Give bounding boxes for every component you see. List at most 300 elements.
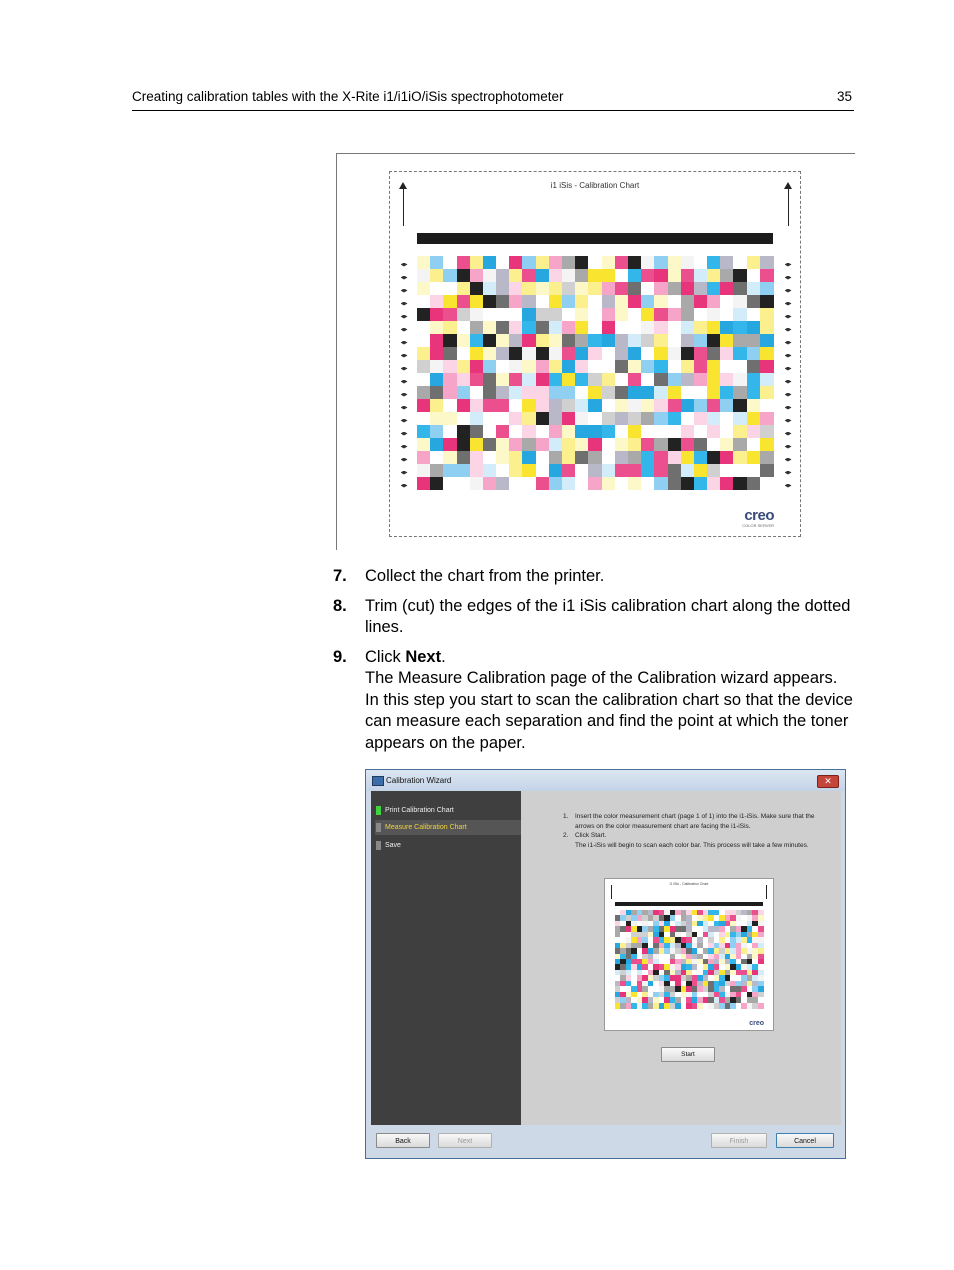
next-reference: Next [405,647,442,666]
color-patch [654,256,668,269]
color-patch [588,477,602,490]
alignment-mark-icon [399,258,409,271]
color-patch [430,438,444,451]
color-patch [496,282,510,295]
alignment-mark-icon [399,427,409,440]
color-patch [417,256,431,269]
color-patch [628,464,642,477]
color-patch [641,334,655,347]
instruction-text: Click Start. [575,832,607,839]
color-patch [509,451,523,464]
color-patch [760,477,774,490]
color-patch [509,295,523,308]
color-patch [549,321,563,334]
step-text-pre: Click [365,647,406,666]
color-patch [483,373,497,386]
color-patch [536,321,550,334]
color-patch [483,386,497,399]
color-patch [602,451,616,464]
color-patch [522,295,536,308]
color-patch [733,451,747,464]
start-button[interactable]: Start [661,1047,715,1062]
color-patch [575,334,589,347]
color-patch [694,386,708,399]
color-patch [694,256,708,269]
alignment-mark-icon [399,401,409,414]
color-patch [417,399,431,412]
color-patch [720,269,734,282]
color-patch [549,425,563,438]
color-patch [549,386,563,399]
color-patch [733,412,747,425]
color-patch [522,360,536,373]
color-patch [628,295,642,308]
color-patch [575,256,589,269]
color-patch [417,308,431,321]
color-patch [470,269,484,282]
color-patch [417,412,431,425]
color-patch [470,321,484,334]
color-patch [457,269,471,282]
color-patch [747,256,761,269]
color-patch [549,295,563,308]
color-patch [588,282,602,295]
color-patch [615,477,629,490]
color-patch [733,347,747,360]
color-patch [641,360,655,373]
color-patch [562,256,576,269]
color-patch [575,373,589,386]
color-patch [443,386,457,399]
color-patch [443,308,457,321]
color-patch [430,334,444,347]
color-patch [509,308,523,321]
color-patch [549,373,563,386]
color-patch [443,360,457,373]
color-patch [457,477,471,490]
color-patch [430,347,444,360]
color-patch [760,347,774,360]
color-patch [681,373,695,386]
color-patch [733,269,747,282]
color-patch [588,386,602,399]
alignment-mark-icon [399,323,409,336]
color-patch [575,451,589,464]
color-patch [733,477,747,490]
back-button[interactable]: Back [376,1133,430,1148]
calibration-wizard-window [365,769,846,1159]
color-patch [694,425,708,438]
color-patch [470,295,484,308]
color-patch [496,269,510,282]
color-patch [417,451,431,464]
color-patch [575,386,589,399]
color-patch [760,412,774,425]
color-patch [733,464,747,477]
alignment-mark-icon [399,271,409,284]
color-patch [628,412,642,425]
color-patch [654,438,668,451]
color-patch [615,373,629,386]
color-patch [602,295,616,308]
color-patch [496,451,510,464]
color-patch [720,334,734,347]
color-patch [588,347,602,360]
preview-logo: creo [749,1020,764,1027]
color-patch [457,425,471,438]
color-patch [443,347,457,360]
color-patch [681,295,695,308]
color-patch [654,347,668,360]
color-patch [483,282,497,295]
color-patch [733,386,747,399]
color-patch [470,373,484,386]
color-patch [522,256,536,269]
color-patch [654,386,668,399]
color-patch [522,386,536,399]
color-patch [509,438,523,451]
color-patch [654,334,668,347]
color-patch [536,425,550,438]
color-patch [536,386,550,399]
color-patch [549,451,563,464]
color-patch [720,477,734,490]
color-patch [417,295,431,308]
color-patch [707,438,721,451]
wizard-titlebar [366,770,845,791]
color-patch [747,412,761,425]
color-patch [522,373,536,386]
color-patch [509,399,523,412]
color-patch [602,386,616,399]
color-patch [733,295,747,308]
color-patch [615,360,629,373]
color-patch [720,308,734,321]
color-patch [536,373,550,386]
color-patch [457,399,471,412]
color-patch [641,256,655,269]
wizard-content [521,791,841,1125]
color-patch [654,412,668,425]
color-patch [720,399,734,412]
color-patch [758,1003,764,1009]
color-patch [747,269,761,282]
color-patch [562,347,576,360]
color-patch [562,438,576,451]
color-patch [707,360,721,373]
color-patch [615,256,629,269]
color-patch [641,425,655,438]
color-patch [430,373,444,386]
color-patch [562,412,576,425]
color-patch [496,412,510,425]
color-patch [549,464,563,477]
color-patch [641,477,655,490]
wizard-step-save[interactable] [375,838,521,853]
color-patch [417,269,431,282]
color-patch [681,334,695,347]
color-patch [760,282,774,295]
color-patch [483,334,497,347]
color-patch [760,464,774,477]
color-patch [562,308,576,321]
color-patch [694,360,708,373]
color-patch [588,464,602,477]
color-patch [615,399,629,412]
color-patch [575,477,589,490]
color-patch [760,451,774,464]
color-patch [615,282,629,295]
cancel-button[interactable]: Cancel [776,1133,834,1148]
color-patch [760,386,774,399]
color-patch [549,282,563,295]
color-patch [470,386,484,399]
color-patch [588,425,602,438]
alignment-mark-icon [399,479,409,492]
color-patch [536,282,550,295]
step-9 [333,647,853,755]
logo-subtitle: COLOR SERVER [742,523,774,528]
color-patch [707,334,721,347]
color-patch [417,347,431,360]
color-patch [628,334,642,347]
color-patch [549,360,563,373]
color-patch [707,451,721,464]
color-patch [588,399,602,412]
color-patch [457,282,471,295]
alignment-mark-icon [783,479,793,492]
color-patch [483,425,497,438]
color-patch [522,464,536,477]
color-patch [575,308,589,321]
color-patch [549,269,563,282]
color-patch [615,451,629,464]
color-patch [628,477,642,490]
color-patch [588,256,602,269]
next-button[interactable]: Next [438,1133,492,1148]
color-patch [628,321,642,334]
color-patch [536,256,550,269]
wizard-step-measure[interactable] [375,820,521,835]
color-patch [654,269,668,282]
color-patch [681,347,695,360]
color-patch [694,321,708,334]
alignment-mark-icon [783,440,793,453]
color-patch [628,386,642,399]
color-patch [694,477,708,490]
color-patch [733,334,747,347]
color-patch [430,425,444,438]
color-patch [668,282,682,295]
color-patch [483,477,497,490]
color-patch [668,438,682,451]
color-patch [562,399,576,412]
color-patch [549,347,563,360]
color-patch [562,373,576,386]
color-patch [443,282,457,295]
color-patch [575,464,589,477]
color-patch [641,308,655,321]
color-patch [457,334,471,347]
color-patch [641,282,655,295]
color-patch [628,347,642,360]
color-patch [681,256,695,269]
color-patch [562,386,576,399]
color-patch [562,425,576,438]
color-patch [522,425,536,438]
alignment-mark-icon [783,297,793,310]
alignment-mark-icon [783,466,793,479]
alignment-mark-icon [783,401,793,414]
color-patch [707,256,721,269]
color-patch [681,438,695,451]
color-patch [483,308,497,321]
color-patch [681,425,695,438]
color-patch [509,282,523,295]
color-patch [509,373,523,386]
color-patch [496,334,510,347]
color-patch [536,269,550,282]
color-patch [654,399,668,412]
color-patch [720,425,734,438]
color-patch [549,438,563,451]
color-patch [720,347,734,360]
color-patch [509,477,523,490]
color-patch [562,477,576,490]
color-patch [549,412,563,425]
color-patch [575,399,589,412]
color-patch [602,256,616,269]
header-title: Creating calibration tables with the X-Rite i1/i1iO/iSis spectrophotometer [132,89,564,104]
color-patch [760,269,774,282]
color-patch [615,438,629,451]
instruction-1 [563,812,827,831]
color-patch [430,269,444,282]
color-patch [536,334,550,347]
color-patch [747,477,761,490]
color-patch [707,386,721,399]
color-patch [720,321,734,334]
color-patch [575,295,589,308]
color-patch [654,308,668,321]
color-patch [654,477,668,490]
color-patch [707,269,721,282]
color-patch [602,425,616,438]
color-patch [615,412,629,425]
color-patch [417,282,431,295]
color-patch [641,412,655,425]
color-patch [562,295,576,308]
color-patch [760,295,774,308]
step-text: Trim (cut) the edges of the i1 iSis calibration chart along the dotted lines. [365,596,851,636]
close-icon[interactable]: ✕ [817,775,839,788]
color-patch [536,464,550,477]
color-patch [694,269,708,282]
color-patch [549,308,563,321]
color-patch [443,477,457,490]
color-patch [747,321,761,334]
color-patch [615,334,629,347]
color-patch [760,425,774,438]
color-patch [641,438,655,451]
color-patch [615,321,629,334]
color-patch [417,360,431,373]
color-patch [747,451,761,464]
color-patch [668,386,682,399]
color-patch [654,373,668,386]
color-patch [747,425,761,438]
color-patch [628,269,642,282]
color-patch [654,282,668,295]
color-patch [588,308,602,321]
color-patch [430,256,444,269]
color-patch [536,308,550,321]
color-patch [457,256,471,269]
alignment-mark-icon [783,323,793,336]
color-patch [641,386,655,399]
preview-title: i1 iSis - Calibration Chart [669,882,709,886]
step-status-icon [376,806,381,815]
color-patch [417,386,431,399]
color-patch [628,373,642,386]
color-patch [707,477,721,490]
color-patch [628,425,642,438]
color-patch [575,360,589,373]
color-patch [588,451,602,464]
color-patch [720,256,734,269]
color-patch [628,438,642,451]
alignment-mark-icon [783,414,793,427]
color-patch [522,321,536,334]
color-patch [694,347,708,360]
arrow-up-icon [788,188,789,226]
page-header [132,88,854,111]
color-patch [628,282,642,295]
alignment-mark-icon [399,414,409,427]
color-patch [641,464,655,477]
alignment-mark-icon [399,297,409,310]
color-patch [417,321,431,334]
color-patch [615,464,629,477]
color-patch [457,321,471,334]
color-patch [588,373,602,386]
finish-button[interactable]: Finish [711,1133,767,1148]
color-patch [483,464,497,477]
color-patch [733,360,747,373]
side-marks-left [399,258,409,492]
color-patch [496,464,510,477]
color-patch [430,412,444,425]
color-patch [760,321,774,334]
preview-patch-grid [615,910,763,1008]
steps-list [333,566,853,762]
color-patch [668,308,682,321]
color-patch [536,347,550,360]
color-patch [602,477,616,490]
color-patch [615,295,629,308]
chart-preview [604,878,774,1031]
wizard-step-print[interactable] [375,803,521,818]
color-patch [641,451,655,464]
color-patch [668,269,682,282]
color-patch [760,373,774,386]
color-patch [668,399,682,412]
color-patch [483,256,497,269]
side-marks-right [783,258,793,492]
color-patch [602,438,616,451]
color-patch [654,360,668,373]
instruction-text: Insert the color measurement chart (page 1 of 1) into the i1-iSis. Make sure that the arrows on the color measurement chart are facing the i1-iSis. [575,813,815,830]
